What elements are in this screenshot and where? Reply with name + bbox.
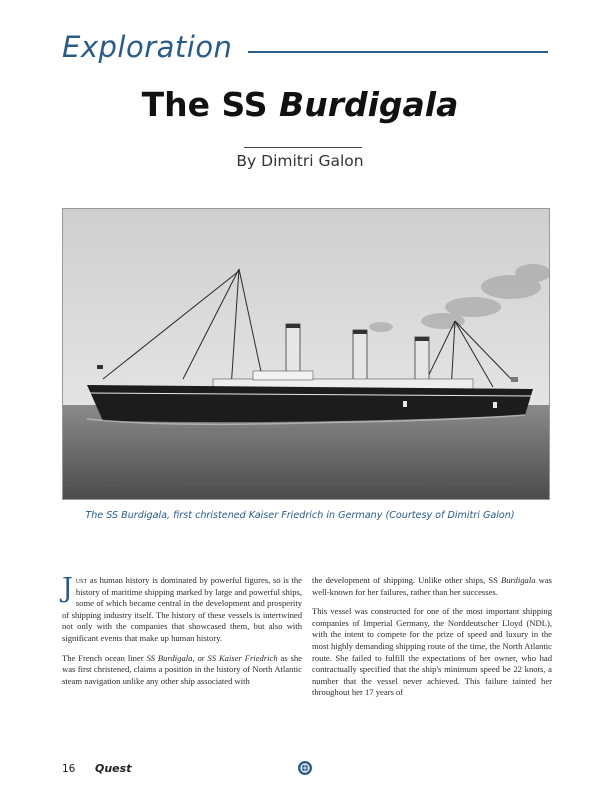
- emblem-icon: [297, 760, 313, 776]
- section-label: Exploration: [62, 30, 233, 64]
- byline-divider: [244, 147, 362, 148]
- article-column-left: [62, 575, 302, 695]
- byline: By Dimitri Galon: [236, 152, 364, 170]
- page-number: 16: [62, 763, 76, 775]
- paragraph-3-text-a: the development of shipping. Unlike other ships, SS: [312, 575, 501, 585]
- article-paragraph-2: [62, 653, 302, 688]
- drop-cap-smallcaps: ust: [75, 575, 88, 585]
- ship-photo: [62, 208, 550, 500]
- title-prefix: The SS: [141, 85, 280, 124]
- section-divider: [248, 51, 548, 53]
- article-column-right: [312, 575, 552, 707]
- drop-cap: J: [62, 573, 73, 604]
- article-paragraph-3: [312, 575, 552, 598]
- title-ship-name: Burdigala: [279, 85, 459, 124]
- paragraph-2-text-c: as she was first christened, claims a position in the history of North Atlantic steam navigation unlike any other ship associated with: [62, 652, 302, 686]
- photo-caption: The SS Burdigala, first christened Kaiser Friedrich in Germany (Courtesy of Dimitri Galon): [85, 510, 515, 521]
- paragraph-3-ship: Burdigala: [500, 575, 536, 585]
- article-paragraph-1: [62, 575, 302, 645]
- paragraph-2-text-a: The French ocean liner: [62, 652, 147, 663]
- paragraph-2-text-b: , or: [192, 652, 208, 663]
- paragraph-2-ship-2: SS Kaiser Friedrich: [207, 652, 278, 663]
- paragraph-1-text: as human history is dominated by powerful figures, so is the history of maritime shipping marked by large and powerful ships, some of which became central in the development and prosperity of shipping industry itself. The history of these vessels is intertwined not only with the companies that showcased them, but also with significant events that make up human history.: [62, 575, 302, 643]
- article-title: [0, 85, 600, 124]
- paragraph-3-text-b: was well-known for her failures, rather than her successes.: [312, 575, 552, 597]
- publication-name: Quest: [95, 762, 132, 775]
- article-paragraph-4: This vessel was constructed for one of the most important shipping companies of Imperial Germany, the Norddeutscher Lloyd (NDL), with the intent to compete for the prize of speed and luxury in the most highly demanding shipping route of the time, the North Atlantic route. She failed to fulfill the expectations of her owner, who had contractually specified that the ship's minimum speed be 22 knots, a number that the vessel never achieved. This failure tainted her throughout her 17 years of: [312, 606, 552, 698]
- paragraph-2-ship-1: SS Burdigala: [146, 652, 193, 663]
